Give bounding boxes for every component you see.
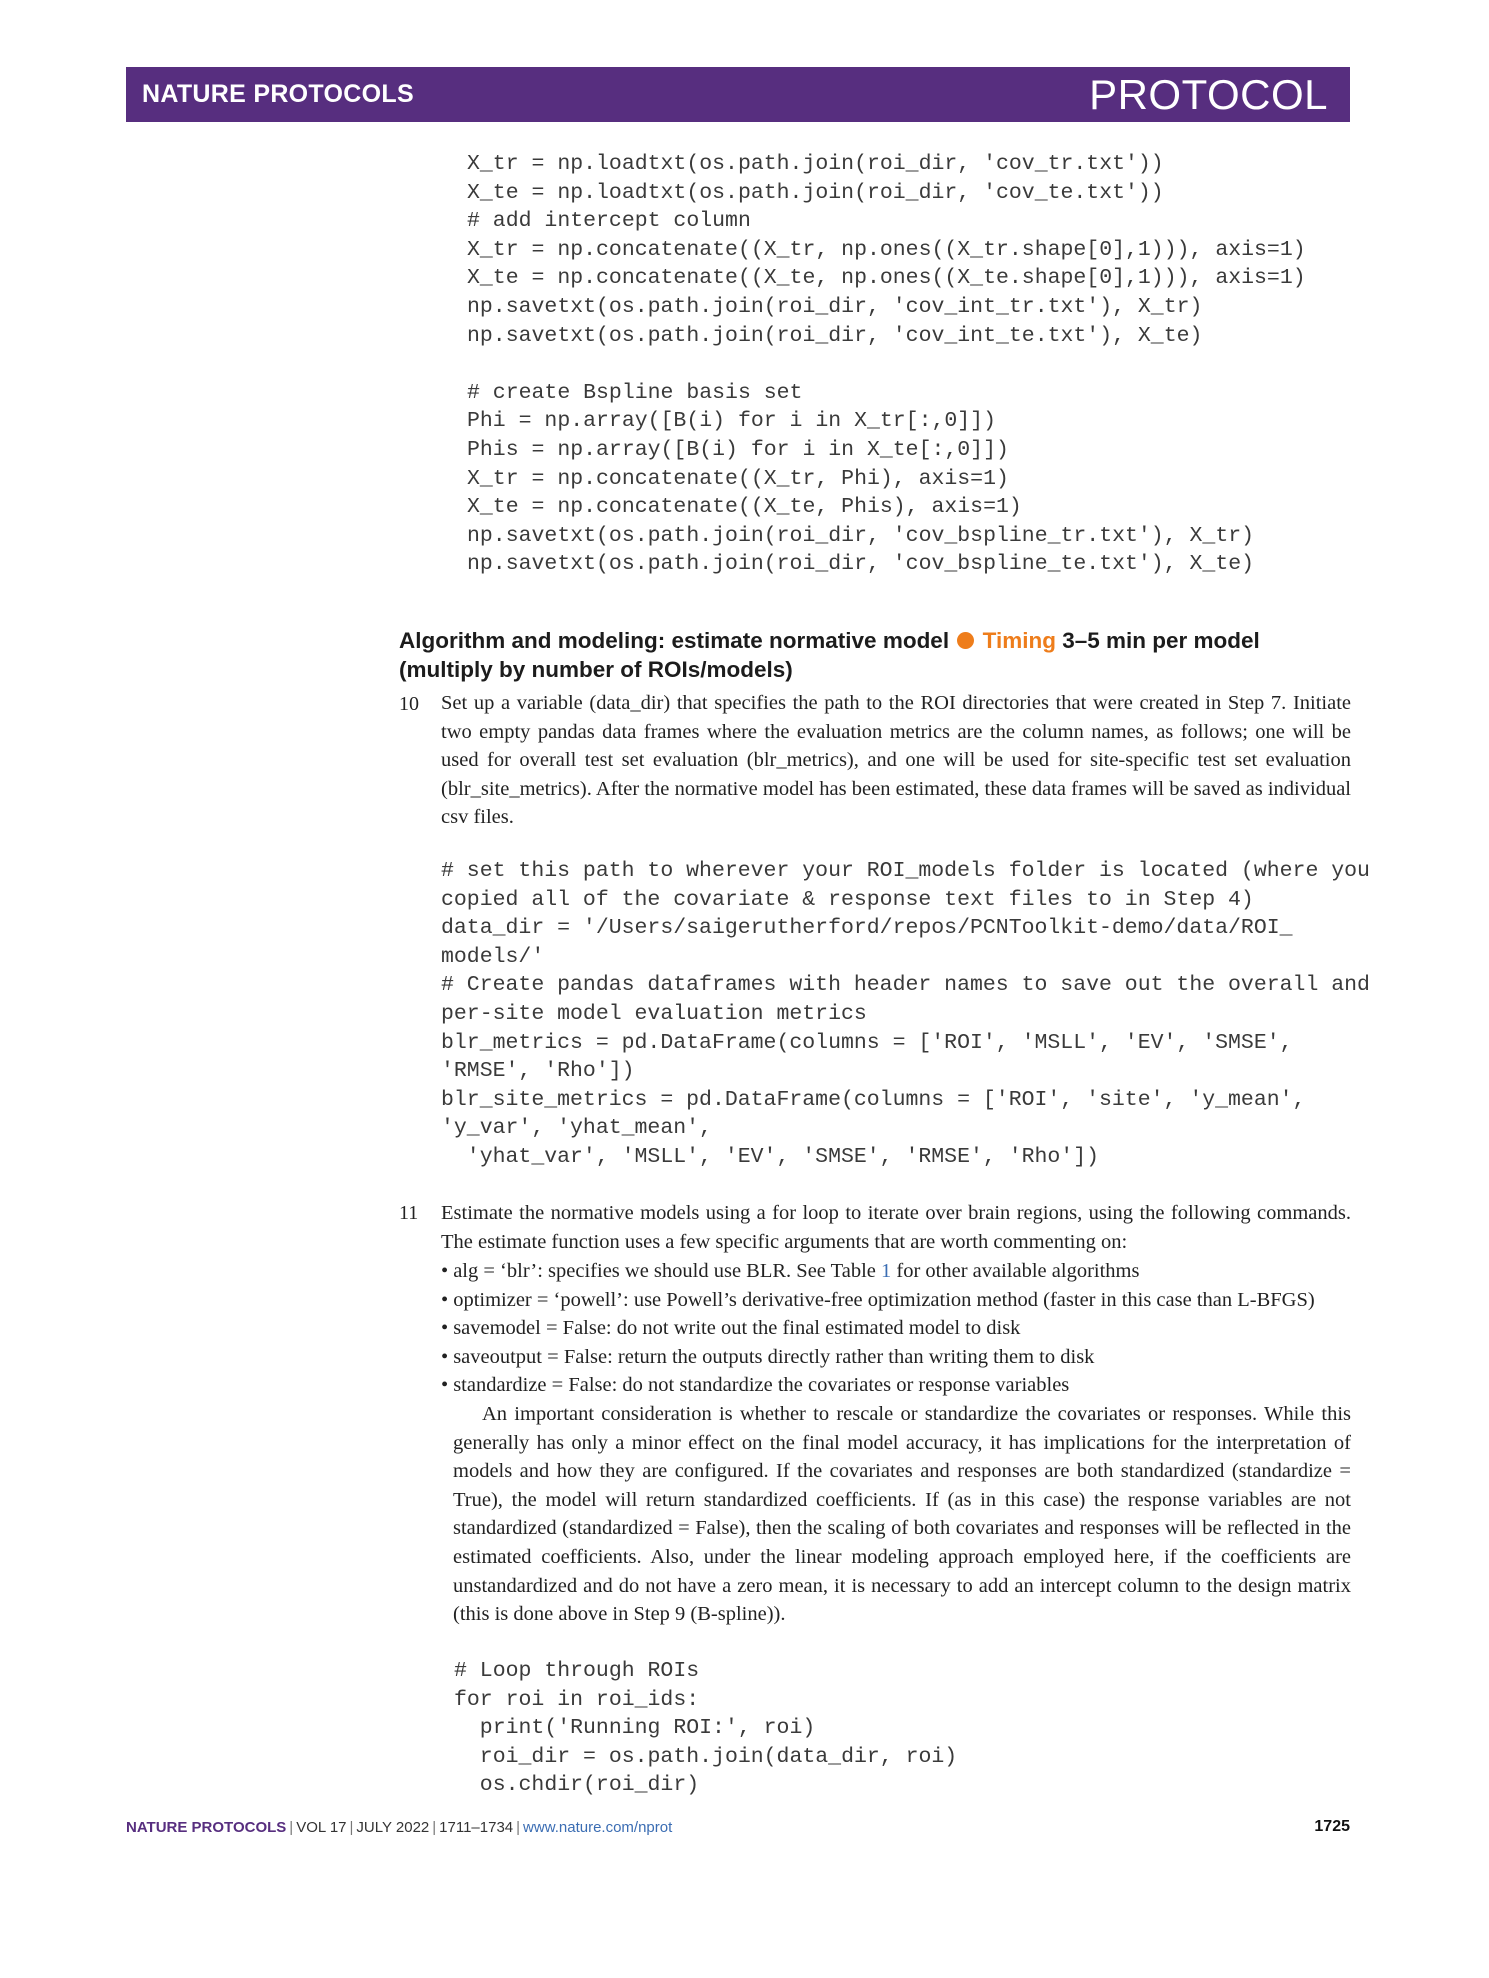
code-block-covariates: [467, 150, 1306, 579]
code-comment: # Create pandas dataframes with header names to save out the overall and: [441, 973, 1370, 998]
code-line: print('Running ROI:', roi): [454, 1716, 816, 1741]
table-1-link[interactable]: 1: [881, 1260, 892, 1282]
code-line: X_te = np.concatenate((X_te, Phis), axis=1): [467, 495, 1022, 520]
step-11-intro: Estimate the normative models using a for loop to iterate over brain regions, using the following commands. The estimate function uses a few specific arguments that are worth commenting on:: [441, 1202, 1351, 1253]
section-title: Algorithm and modeling: estimate normative model: [399, 628, 950, 653]
code-block-data-dir: [441, 857, 1370, 1172]
estimate-arguments-list: [441, 1257, 1361, 1400]
code-line: X_tr = np.loadtxt(os.path.join(roi_dir, 'cov_tr.txt')): [467, 152, 1164, 176]
code-line: blr_site_metrics = pd.DataFrame(columns = ['ROI', 'site', 'y_mean',: [441, 1087, 1306, 1112]
code-comment: per-site model evaluation metrics: [441, 1001, 867, 1026]
code-comment: # add intercept column: [467, 209, 751, 234]
article-type-label: PROTOCOL: [1089, 71, 1328, 118]
code-line: Phis = np.array([B(i) for i in X_te[:,0]]): [467, 437, 1009, 462]
code-line: for roi in roi_ids:: [454, 1687, 700, 1712]
code-line: X_tr = np.concatenate((X_tr, np.ones((X_tr.shape[0],1))), axis=1): [467, 237, 1306, 262]
page-number: 1725: [1314, 1818, 1350, 1835]
code-line: np.savetxt(os.path.join(roi_dir, 'cov_bspline_tr.txt'), X_tr): [467, 523, 1255, 548]
code-block-roi-loop: [454, 1657, 957, 1800]
code-line: 'yhat_var', 'MSLL', 'EV', 'SMSE', 'RMSE', 'Rho']): [441, 1144, 1100, 1169]
code-line: models/': [441, 944, 545, 969]
code-line: np.savetxt(os.path.join(roi_dir, 'cov_int_te.txt'), X_te): [467, 323, 1203, 348]
list-item: • standardize = False: do not standardize the covariates or response variables: [441, 1371, 1361, 1400]
standardization-paragraph: An important consideration is whether to rescale or standardize the covariates or responses. While this generally has only a minor effect on the final model accuracy, it has implications for the interpretation of models and how they are configured. If the covariates and responses are both standardized (standardize = True), the model will return standardized coefficients. If (as in this case) the response variables are not standardized (standardized = False), then the scaling of both covariates and responses will be reflected in the estimated coefficients. Also, under the linear modeling approach employed here, if the coefficients are unstandardized and do not have a zero mean, it is necessary to add an intercept column to the design matrix (this is done above in Step 9 (B-spline)).: [453, 1403, 1351, 1626]
code-line: os.chdir(roi_dir): [454, 1773, 700, 1798]
code-blank-line: [467, 350, 1306, 379]
code-line: data_dir = '/Users/saigerutherford/repos/PCNToolkit-demo/data/ROI_: [441, 916, 1293, 941]
code-line: np.savetxt(os.path.join(roi_dir, 'cov_int_tr.txt'), X_tr): [467, 294, 1203, 319]
code-line: blr_metrics = pd.DataFrame(columns = ['ROI', 'MSLL', 'EV', 'SMSE',: [441, 1030, 1293, 1055]
timing-label: Timing: [982, 628, 1056, 653]
section-heading: [399, 626, 1351, 684]
journal-name: NATURE PROTOCOLS: [142, 80, 414, 108]
page-footer: NATURE PROTOCOLS | VOL 17 | JULY 2022 | 1711–1734 | www.nature.com/nprot: [126, 1819, 673, 1836]
journal-header-bar: [126, 67, 1350, 122]
code-line: roi_dir = os.path.join(data_dir, roi): [454, 1744, 958, 1769]
code-line: X_te = np.loadtxt(os.path.join(roi_dir, 'cov_te.txt')): [467, 180, 1164, 205]
code-comment: # set this path to wherever your ROI_models folder is located (where you: [441, 859, 1370, 883]
footer-url-link[interactable]: www.nature.com/nprot: [523, 1819, 673, 1836]
footer-volume: VOL 17: [296, 1819, 347, 1836]
code-line: X_tr = np.concatenate((X_tr, Phi), axis=1): [467, 466, 1009, 491]
code-line: X_te = np.concatenate((X_te, np.ones((X_te.shape[0],1))), axis=1): [467, 266, 1306, 291]
code-line: np.savetxt(os.path.join(roi_dir, 'cov_bspline_te.txt'), X_te): [467, 552, 1255, 577]
code-line: 'RMSE', 'Rho']): [441, 1059, 635, 1084]
code-comment: # create Bspline basis set: [467, 380, 803, 405]
timing-text: 3–5 min per model (multiply by number of ROIs/models): [399, 628, 1260, 682]
code-line: Phi = np.array([B(i) for i in X_tr[:,0]]): [467, 409, 996, 434]
footer-pages: 1711–1734: [439, 1819, 514, 1836]
footer-journal: NATURE PROTOCOLS: [126, 1819, 287, 1836]
code-comment: copied all of the covariate & response text files to in Step 4): [441, 887, 1254, 912]
footer-date: JULY 2022: [356, 1819, 430, 1836]
step-10-text: Set up a variable (data_dir) that specifies the path to the ROI directories that were created in Step 7. Initiate two empty pandas data frames where the evaluation metrics are the column names, as follows; one will be used for overall test set evaluation (blr_metrics), and one will be used for site-specific test set evaluation (blr_site_metrics). After the normative model has been estimated, these data frames will be saved as individual csv files.: [441, 692, 1351, 829]
code-comment: # Loop through ROIs: [454, 1659, 700, 1683]
code-line: 'y_var', 'yhat_mean',: [441, 1116, 712, 1141]
timing-dot-icon: [957, 632, 974, 649]
step-number-10: 10: [399, 693, 419, 715]
list-item: • saveoutput = False: return the outputs directly rather than writing them to disk: [441, 1343, 1361, 1372]
list-item: • optimizer = ‘powell’: use Powell’s derivative-free optimization method (faster in this case than L-BFGS): [441, 1286, 1361, 1315]
list-item: • savemodel = False: do not write out the final estimated model to disk: [441, 1314, 1361, 1343]
step-number-11: 11: [399, 1202, 419, 1224]
list-item: • alg = ‘blr’: specifies we should use BLR. See Table 1 for other available algorithms: [441, 1257, 1361, 1286]
